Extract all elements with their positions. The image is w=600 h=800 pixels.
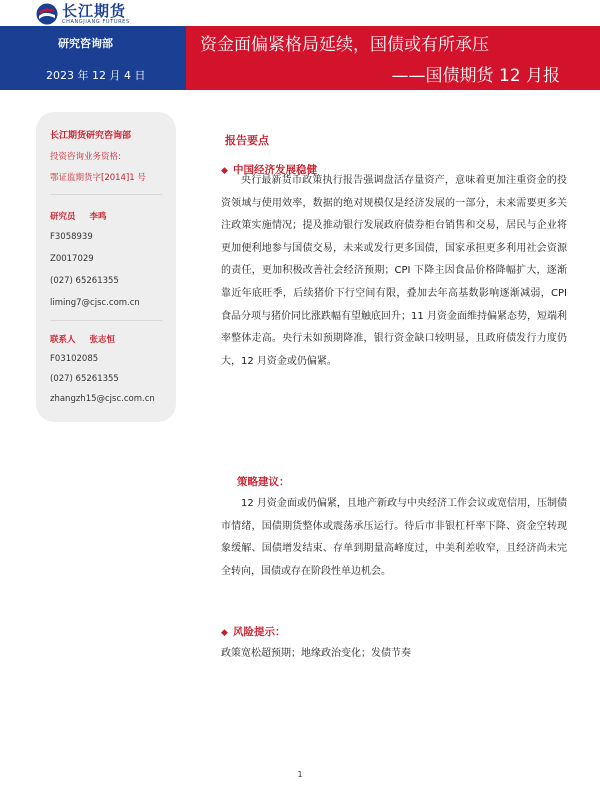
changjiang-logo-icon xyxy=(36,3,58,25)
sidebar-divider xyxy=(50,320,162,321)
header-left-panel xyxy=(0,26,186,90)
section-economy-title: 中国经济发展稳健 xyxy=(233,164,317,176)
section-risk-title: 风险提示： xyxy=(233,626,286,638)
logo-name-en: CHANGJIANG FUTURES xyxy=(62,18,130,25)
researcher-id1: F3058939 xyxy=(50,232,93,242)
logo-name-cn: 长江期货 xyxy=(62,1,127,20)
header-right-panel xyxy=(186,26,600,90)
report-header xyxy=(0,26,600,90)
contact-phone: (027) 65261355 xyxy=(50,374,119,384)
researcher-name: 李鸣 xyxy=(89,212,107,222)
contact-id1: F03102085 xyxy=(50,354,99,364)
section-risk-heading xyxy=(221,624,286,639)
researcher-phone: (027) 65261355 xyxy=(50,276,119,286)
section-strategy-heading xyxy=(237,474,290,489)
report-title: 资金面偏紧格局延续，国债或有所承压 xyxy=(200,35,489,55)
researcher-email[interactable]: liming7@cjsc.com.cn xyxy=(50,298,140,308)
section-strategy-text: 12 月资金面或仍偏紧，且地产新政与中央经济工作会议或宽信用，压制债市情绪，国债期货整体或震荡承压运行。待后市非银杠杆率下降、资金空转现象缓解、国债增发结束、存单到期量高峰度过，中美利差收窄，且经济尚未完全转向，国债或存在阶段性单边机会。 xyxy=(221,498,567,577)
researcher-id2: Z0017029 xyxy=(50,254,94,264)
author-sidebar xyxy=(36,112,176,422)
sidebar-org: 长江期货研究咨询部 xyxy=(50,131,132,141)
report-highlights-heading: 报告要点 xyxy=(225,134,269,147)
researcher-row xyxy=(50,210,107,222)
department-label: 研究咨询部 xyxy=(58,37,113,50)
diamond-bullet-icon: ◆ xyxy=(221,166,228,176)
page-number: 1 xyxy=(297,770,303,779)
researcher-label: 研究员 xyxy=(50,212,76,222)
diamond-bullet-icon: ◆ xyxy=(221,628,228,638)
report-subtitle: ——国债期货 12 月报 xyxy=(391,66,560,86)
sidebar-divider xyxy=(50,194,162,195)
contact-email[interactable]: zhangzh15@cjsc.com.cn xyxy=(50,394,155,404)
contact-name: 张志恒 xyxy=(89,335,116,345)
contact-row xyxy=(50,333,115,345)
qualification-label: 投资咨询业务资格: xyxy=(50,152,121,162)
qualification-number: 鄂证监期货字[2014]1 号 xyxy=(50,173,146,183)
section-strategy-title: 策略建议： xyxy=(237,476,290,488)
brand-logo xyxy=(36,2,130,26)
report-date: 2023 年 12 月 4 日 xyxy=(46,69,146,82)
contact-label: 联系人 xyxy=(50,335,76,345)
section-economy-text: 央行最新货币政策执行报告强调盘活存量资产，意味着更加注重资金的投资领域与使用效率，数据的绝对规模仅是经济发展的一部分，未来需要更多关注政策实施情况；提及推动银行发展政府债券柜台销售和交易，居民与企业将更加便利地参与国债交易，未来或发行更多国债，国家承担更多利用社会资源的责任，更加积极改善社会经济预期；CPI 下降主因食品价格降幅扩大，逐渐靠近年底旺季，后续猪价下行空间有限，叠加去年高基数影响逐渐减弱，CPI 食品分项与猪价同比涨跌幅有望触底回升；11 月资金面维持偏紧态势，短端利率整体走高。央行未如预期降准，银行资金缺口较明显，且政府债发行力度仍大，12 月资金或仍偏紧。 xyxy=(221,175,567,367)
section-risk-text: 政策宽松超预期；地缘政治变化；发债节奏 xyxy=(221,648,411,659)
